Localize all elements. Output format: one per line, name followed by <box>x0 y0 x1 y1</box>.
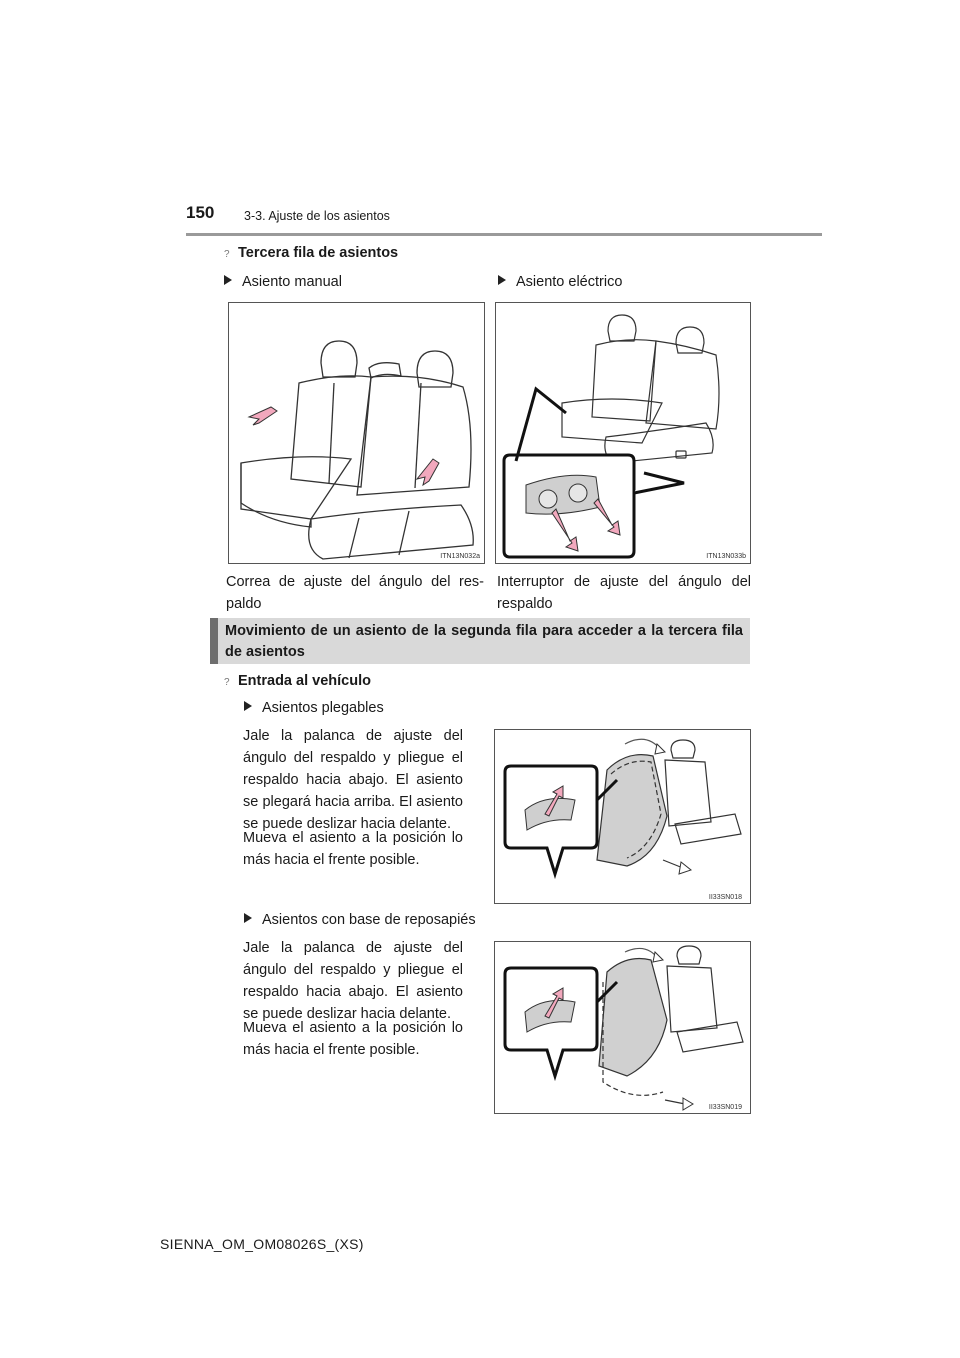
triangle-arrow-icon <box>244 913 252 923</box>
manual-seat-caption: Correa de ajuste del ángulo del res-paldo <box>226 574 484 612</box>
section-marker: ? <box>224 249 230 260</box>
triangle-arrow-icon <box>498 275 506 285</box>
folding-seat-text-2: Mueva el asiento a la posición lo más hacia el frente posible. <box>243 830 463 868</box>
manual-seat-label: Asiento manual <box>242 274 342 290</box>
ottoman-seat-illustration <box>495 942 751 1114</box>
folding-seat-label: Asientos plegables <box>262 700 384 716</box>
electric-seat-label: Asiento eléctrico <box>516 274 623 290</box>
third-row-title: Tercera fila de asientos <box>238 245 399 261</box>
section-band-title: Movimiento de un asiento de la segunda fila para acceder a la tercera fila de asientos <box>225 623 743 660</box>
figure-code: II33SN019 <box>708 1104 742 1111</box>
figure-code: ITN13N032a <box>440 553 480 560</box>
electric-seat-caption: Interruptor de ajuste del ángulo del respaldo <box>497 574 751 612</box>
figure-code: ITN13N033b <box>706 553 746 560</box>
manual-seat-label-row <box>224 271 342 293</box>
ottoman-seat-label-row <box>244 909 476 931</box>
electric-seat-label-row <box>498 271 622 293</box>
entry-heading <box>224 672 371 690</box>
folding-seat-illustration <box>495 730 751 904</box>
footer-doc-id: SIENNA_OM_OM08026S_(XS) <box>160 1236 364 1252</box>
figure-code: II33SN018 <box>708 894 742 901</box>
triangle-arrow-icon <box>244 701 252 711</box>
section-marker: ? <box>224 677 230 688</box>
header-rule <box>186 233 822 236</box>
entry-title: Entrada al vehículo <box>238 673 371 689</box>
folding-seat-text: Jale la palanca de ajuste del ángulo del respaldo y pliegue el respaldo hacia abajo. El asiento se plegará hacia arriba. El asiento se puede deslizar hacia delante. <box>243 728 463 832</box>
ottoman-seat-label: Asientos con base de reposapiés <box>262 912 476 928</box>
triangle-arrow-icon <box>224 275 232 285</box>
section-band-bar <box>210 618 218 664</box>
figure-folding-seat <box>494 729 751 904</box>
bench-seat-illustration <box>229 303 485 564</box>
ottoman-seat-text: Jale la palanca de ajuste del ángulo del respaldo y pliegue el respaldo hacia abajo. El asiento se puede deslizar hacia delante. <box>243 940 463 1022</box>
section-title: 3-3. Ajuste de los asientos <box>244 209 390 223</box>
folding-seat-label-row <box>244 697 384 719</box>
page-number: 150 <box>186 203 215 222</box>
figure-ottoman-seat <box>494 941 751 1114</box>
power-seat-illustration <box>496 303 751 564</box>
figure-manual-seat <box>228 302 485 564</box>
ottoman-seat-text-2: Mueva el asiento a la posición lo más hacia el frente posible. <box>243 1020 463 1058</box>
third-row-heading <box>224 244 398 262</box>
figure-electric-seat <box>495 302 751 564</box>
